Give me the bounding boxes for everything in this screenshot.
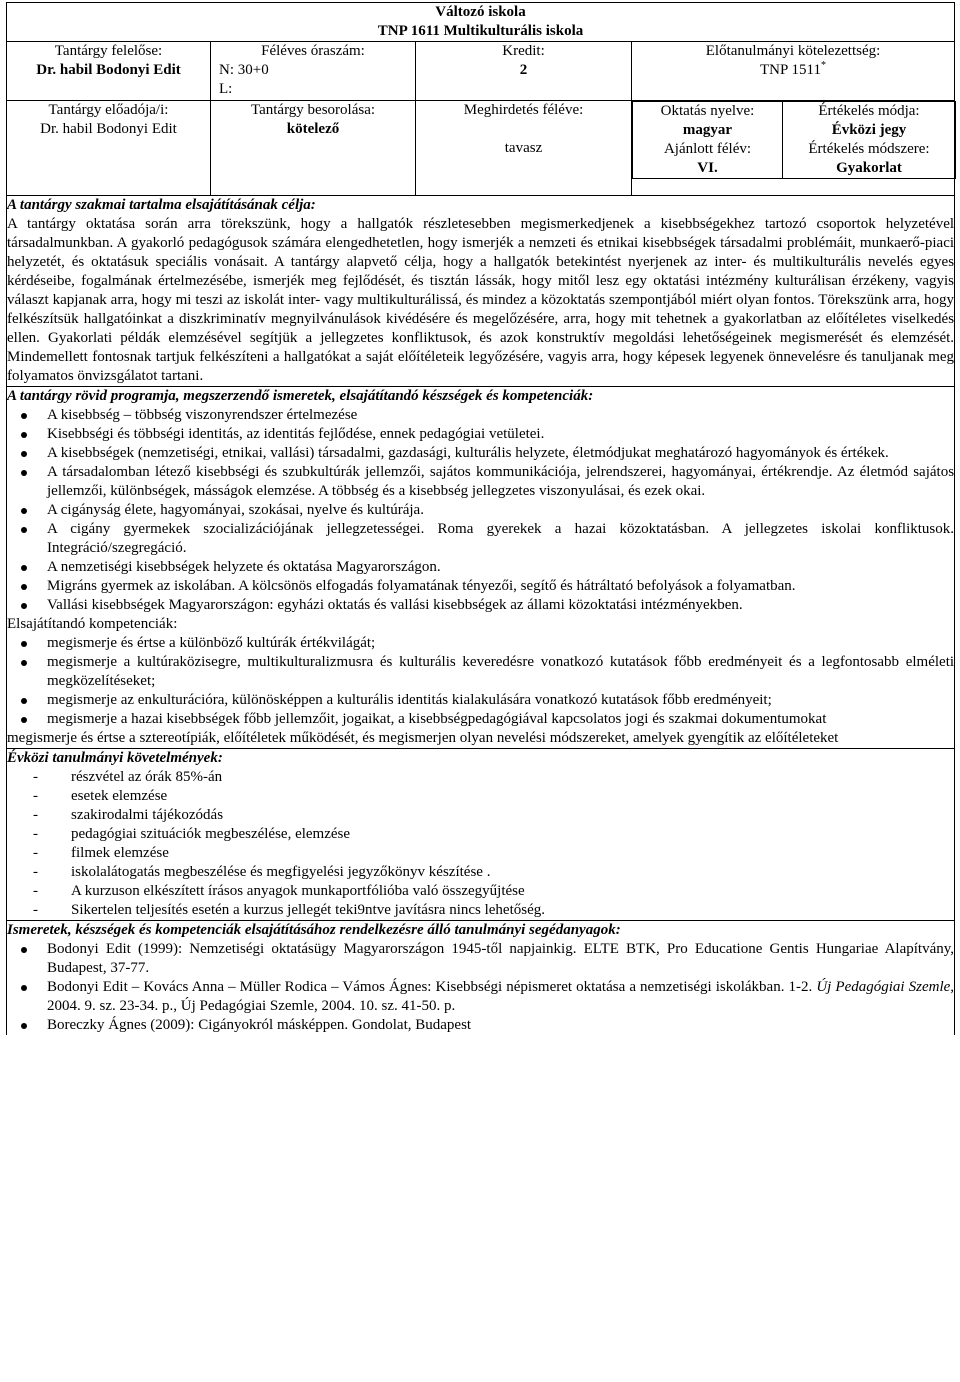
oraszam-l: L: (219, 81, 233, 97)
list-item: - Sikertelen teljesítés esetén a kurzus jellegét teki9ntve javításra nincs lehetőség. (71, 901, 954, 920)
list-item: A kisebbség – többség viszonyrendszer értelmezése (47, 406, 954, 425)
list-item: - esetek elemzése (71, 787, 954, 806)
nyelv-ertekeles-inner (632, 101, 956, 179)
list-item: megismerje az enkulturációra, különösképpen a kulturális identitás kialakulására vonatkozó kutatások főbb eredményeit; (47, 691, 954, 710)
kredit-cell (416, 42, 632, 101)
ajanlott-value: VI. (697, 160, 718, 176)
kompetencia-heading: Elsajátítandó kompetenciák: (7, 616, 178, 632)
besorolas-value: kötelező (286, 121, 340, 137)
program-heading: A tantárgy rövid programja, megszerzendő ismeretek, elsajátítandó készségek és kompetenciák: (7, 388, 594, 404)
cel-section (7, 196, 955, 387)
nyelv-ertekeles-cell (632, 101, 955, 196)
nyelv-value: magyar (682, 122, 733, 138)
eloado-name: Dr. habil Bodonyi Edit (40, 121, 177, 137)
list-item: megismerje és értse a különböző kultúrák értékvilágát; (47, 634, 954, 653)
course-program-title: Változó iskola (435, 4, 526, 20)
elotanulmany-cell (632, 42, 955, 101)
journal-title: Új Pedagógiai Szemle, (816, 979, 955, 995)
list-item: megismerje a hazai kisebbségek főbb jellemzőit, jogaikat, a kisebbségpedagógiával kapcsolatos jogi és szakmai dokumentumokat (47, 710, 954, 729)
list-item: A kisebbségek (nemzetiségi, etnikai, vallási) társadalmi, gazdasági, kulturális helyzete, életmódjukat meghatározó hagyományok és értékek. (47, 444, 954, 463)
cel-heading: A tantárgy szakmai tartalma elsajátításának célja: (7, 197, 316, 213)
meghirdetes-label: Meghirdetés féléve: (463, 102, 584, 118)
list-item: A cigány gyermekek szocializációjának jellegzetességei. Roma gyerekek a hazai közoktatásban. A jellegzetes iskolai konfliktusok. Integráció/szegregáció. (47, 521, 955, 556)
kompetencia-tail: megismerje és értse a sztereotípiák, előítéletek működését, és megismerjen olyan nevelési módszereket, amelyek gyengítik az előítéleteket (7, 730, 839, 746)
kovetelmenyek-section (7, 749, 955, 921)
elotanulmany-value-line (632, 61, 954, 80)
list-item: A cigányság élete, hagyományai, szokásai, nyelve és kultúrája. (47, 501, 954, 520)
list-item: Kisebbségi és többségi identitás, az identitás fejlődése, ennek pedagógiai vetületei. (47, 425, 954, 444)
list-item: - iskolalátogatás megbeszélése és megfigyelési jegyzőkönyv készítése . (71, 863, 954, 882)
ertekeles-mod-label: Értékelés módja: (818, 103, 920, 119)
list-item: Vallási kisebbségek Magyarországon: egyházi oktatás és vallási kisebbségek az állami közoktatási intézményekben. (47, 596, 954, 615)
list-item: Boreczky Ágnes (2009): Cigányokról másképpen. Gondolat, Budapest (47, 1016, 954, 1035)
course-table (6, 2, 955, 1035)
list-item: megismerje a kultúraközisegre, multikulturalizmusra és kulturális keveredésre vonatkozó kutatások főbb eredményeit és a legfontosabb elméleti megközelítéseket; (47, 654, 955, 689)
cel-text: A tantárgy oktatása során arra törekszünk, hogy a hallgatók részletesebben megismerkedjenek a kisebbségekhez tartozó csoportok helyzetével társadalmunkban. A gyakorló pedagógusok számára elengedhetetlen, hogy ismerjék a nemzeti és etnikai kisebbségek társadalmi problémáit, munkaerő-piaci helyzetét, és oktatásuk speciális vonásait. A tantárgy alapvető célja, hogy a hallgatók betekintést nyerjenek az inter- és multikulturális nevelés egyes kérdéseibe, fogalmának értelmezésébe, ismerjék meg fejlődését, és tisztán lássák, hogy mitől lesz egy oktatási intézmény kulturálisan érzékeny, vagyis választ kapjanak arra, hogy mi teszi az iskolát inter- vagy multikulturálissá, és mindez a közoktatás szempontjából miért olyan fontos. Törekszünk arra, hogy felkészítsük hallgatóinkat a diszkriminatív megnyilvánulások kivédésére és megelőzésére, arra, hogy mit tehetnek a gyakorlatban az előítéletes viselkedés ellen. Gyakorlati példák elemzésével segítjük a jellegzetes konfliktusok, és azok konstruktív megoldási lehetőségeinek megismerését és elemzését. Mindemellett fontosnak tartjuk felkészíteni a hallgatókat a saját előítéleteik legyőzésére, vagyis arra, hogy képesek legyenek önnevelésre és tanuljanak meg folyamatos önvizsgálatot tartani. (7, 216, 955, 384)
reference-text: Bodonyi Edit – Kovács Anna – Müller Rodica – Vámos Ágnes: Kisebbségi népismeret oktatása a nemzetiségi iskolákban. 1-2. (47, 979, 817, 995)
list-item: Migráns gyermek az iskolában. A kölcsönös elfogadás folyamatának tényezői, segítő és hátráltató befolyások a folyamatban. (47, 577, 954, 596)
list-item: A társadalomban létező kisebbségi és szubkultúrák jellemzői, sajátos kommunikációja, jelrendszerei, hagyományai, értékrendje. Az életmód sajátos jellemzői, különbségek, másságok elemzése. A többség és a kisebbség jellegzetes viszonyulásai, és ezek okai. (47, 464, 955, 499)
list-item: - A kurzuson elkészített írásos anyagok munkaportfólióba való összegyűjtése (71, 882, 954, 901)
reference-text: 2004. 9. sz. 23-34. p., Új Pedagógiai Szemle, 2004. 10. sz. 41-50. p. (47, 998, 456, 1014)
course-title-cell (7, 3, 955, 42)
meghirdetes-cell (416, 101, 632, 196)
list-item (47, 978, 954, 1016)
kompetencia-list (7, 634, 954, 729)
segedanyagok-list (7, 940, 954, 1035)
nyelv-subcell (633, 102, 783, 179)
ertekeles-modszer-value: Gyakorlat (836, 160, 902, 176)
course-sheet (6, 2, 954, 1035)
felelos-label: Tantárgy felelőse: (54, 43, 163, 59)
oraszam-n: N: 30+0 (219, 62, 269, 78)
list-item: A nemzetiségi kisebbségek helyzete és oktatása Magyarországon. (47, 558, 954, 577)
felelos-name: Dr. habil Bodonyi Edit (36, 62, 181, 78)
program-section (7, 387, 955, 749)
ertekeles-mod-value: Évközi jegy (831, 122, 907, 138)
kredit-label: Kredit: (502, 43, 545, 59)
nyelv-label: Oktatás nyelve: (660, 103, 755, 119)
felelos-cell (7, 42, 211, 101)
list-item: - részvétel az órák 85%-án (71, 768, 954, 787)
oraszam-label: Féléves óraszám: (261, 43, 365, 59)
besorolas-cell (211, 101, 416, 196)
segedanyagok-heading: Ismeretek, készségek és kompetenciák elsajátításához rendelkezésre álló tanulmányi segédanyagok: (7, 922, 621, 938)
eloado-label: Tantárgy előadója/i: (48, 102, 169, 118)
list-item: - pedagógiai szituációk megbeszélése, elemzése (71, 825, 954, 844)
kovetelmenyek-list (7, 768, 954, 920)
elotanulmany-label: Előtanulmányi kötelezettség: (705, 43, 881, 59)
elotanulmany-value: TNP 1511 (760, 62, 821, 78)
besorolas-label: Tantárgy besorolása: (250, 102, 376, 118)
kovetelmenyek-heading: Évközi tanulmányi követelmények: (7, 750, 223, 766)
list-item: - filmek elemzése (71, 844, 954, 863)
list-item: - szakirodalmi tájékozódás (71, 806, 954, 825)
eloado-cell (7, 101, 211, 196)
list-item: Bodonyi Edit (1999): Nemzetiségi oktatásügy Magyarországon 1945-től napjainkig. ELTE BTK, Pro Educatione Gentis Hungariae Alapítvány, Budapest, 37-77. (47, 941, 955, 976)
meghirdetes-value: tavasz (504, 140, 543, 156)
kredit-value: 2 (519, 62, 528, 78)
course-code-title: TNP 1611 Multikulturális iskola (377, 23, 584, 39)
oraszam-cell (211, 42, 416, 101)
segedanyagok-section (7, 921, 955, 1036)
elotanulmany-asterisk: * (821, 60, 826, 71)
ertekeles-modszer-label: Értékelés módszere: (808, 141, 930, 157)
ertekeles-subcell (783, 102, 956, 179)
ajanlott-label: Ajánlott félév: (663, 141, 752, 157)
program-list (7, 406, 954, 615)
